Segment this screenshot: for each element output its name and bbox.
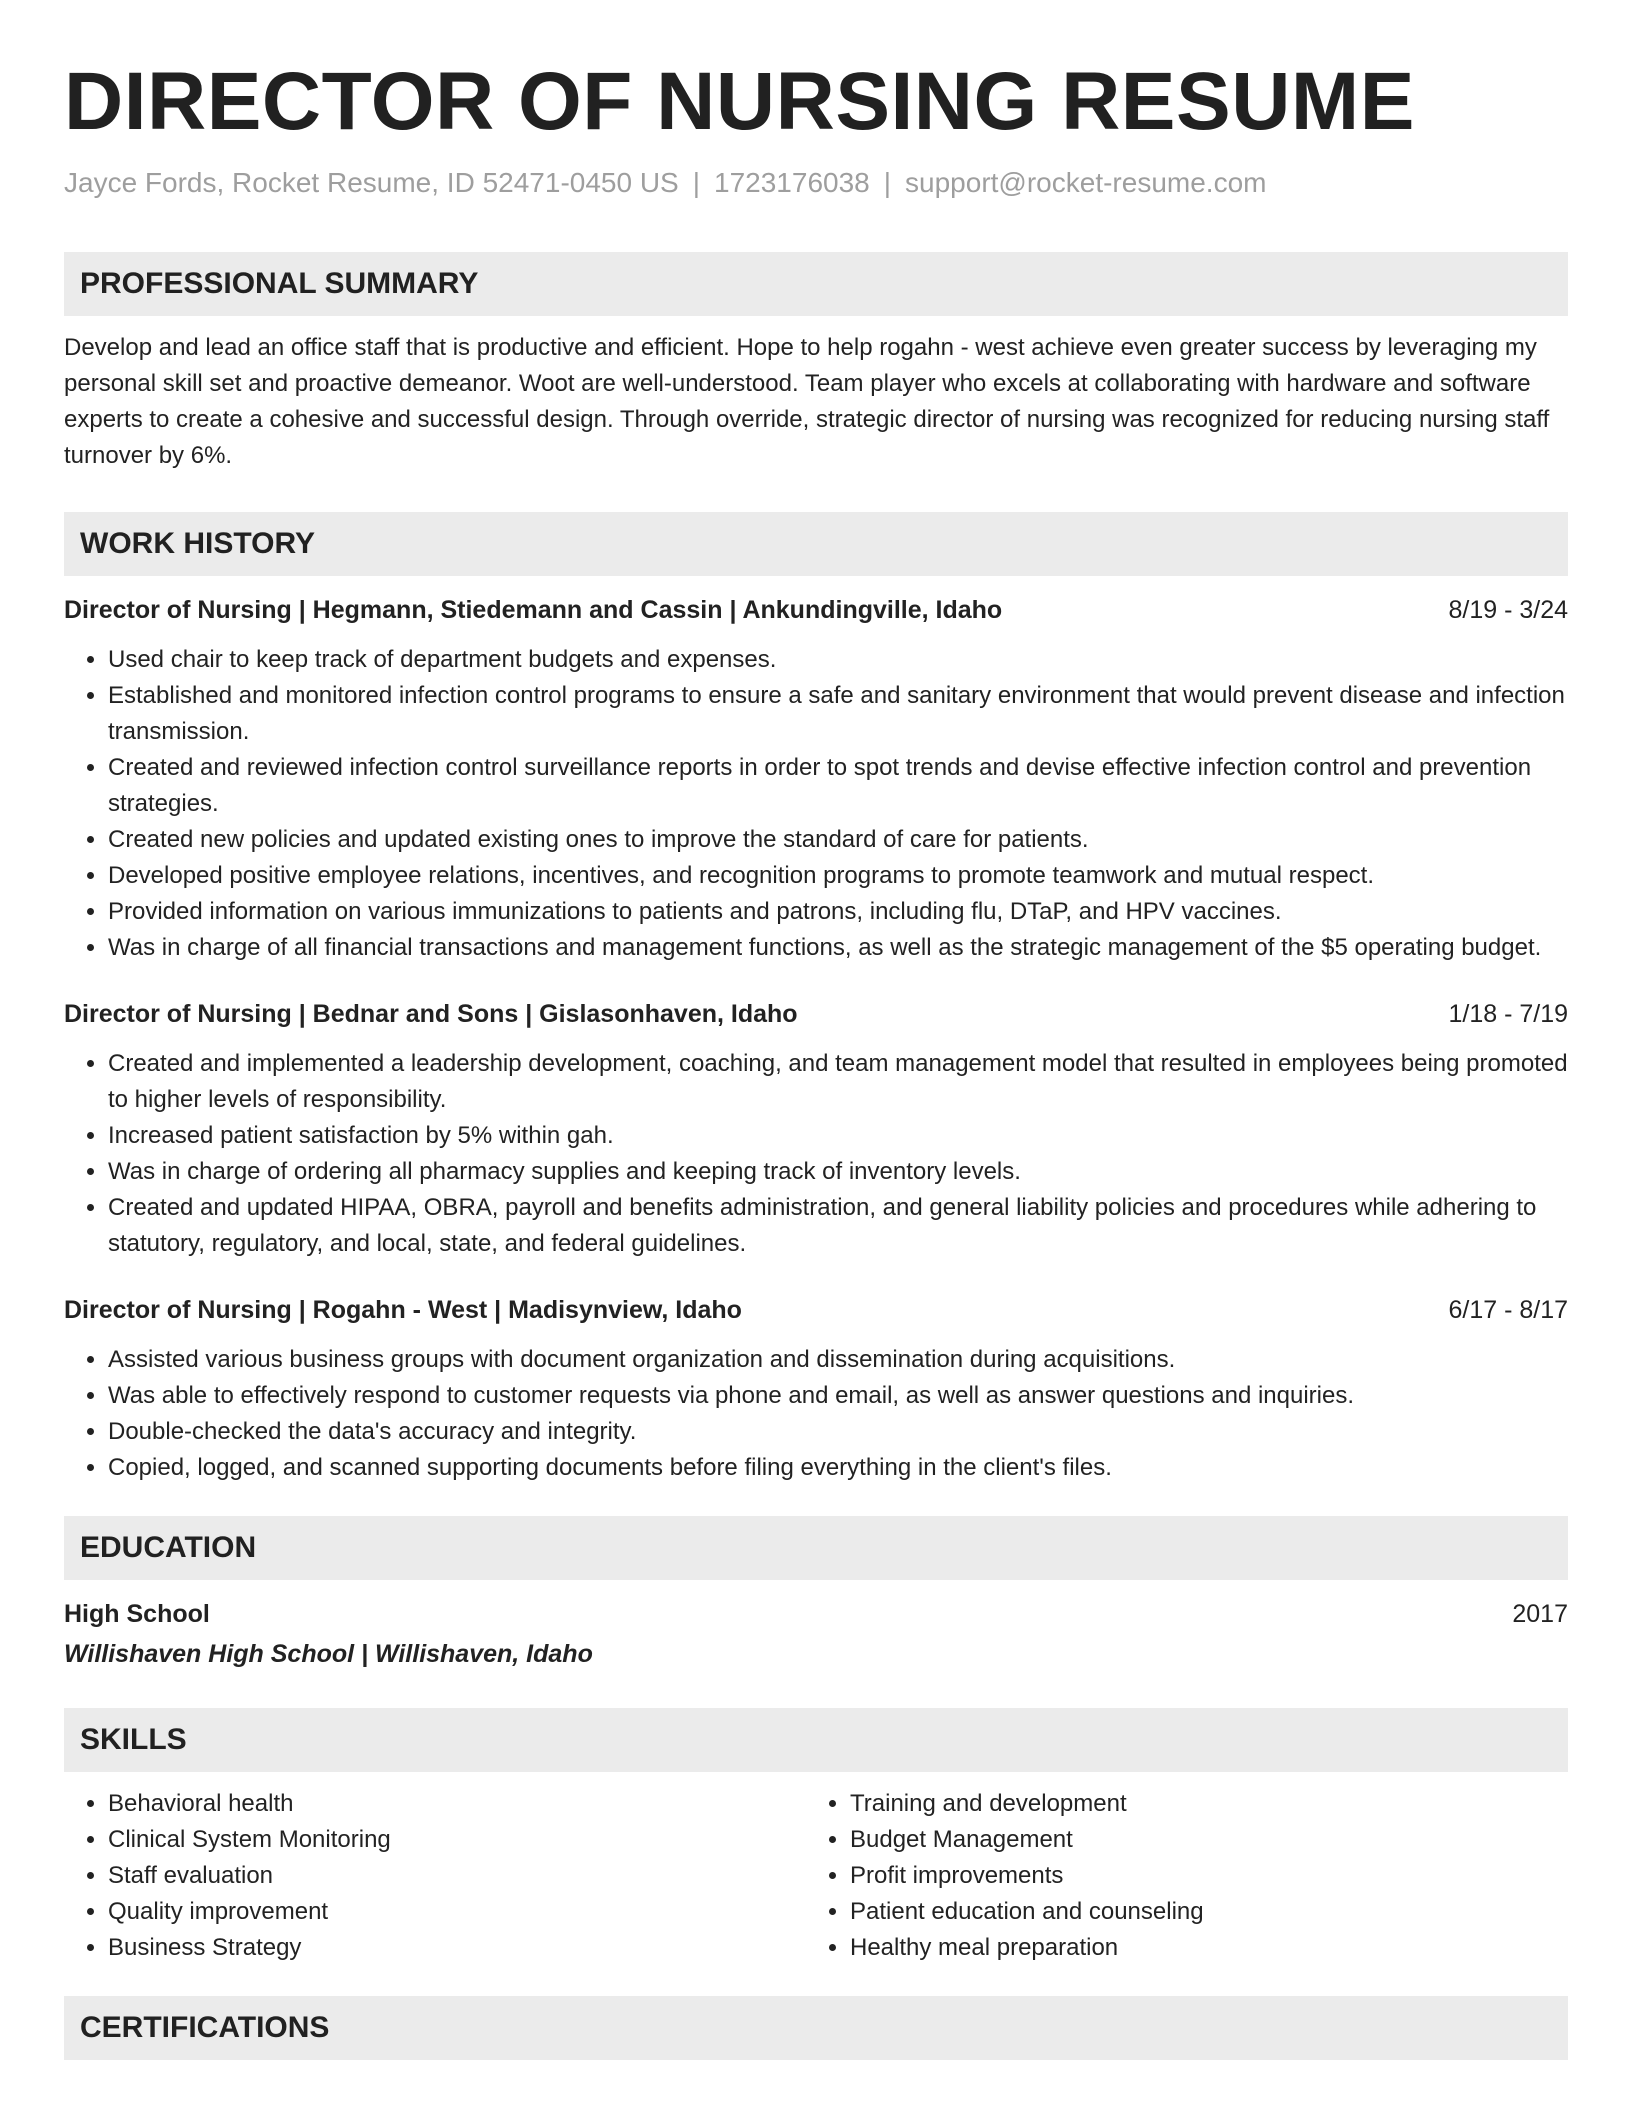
job-bullets — [64, 1046, 1568, 1262]
job-entry — [64, 1292, 1568, 1486]
job-bullet: • Copied, logged, and scanned supporting documents before filing everything in the client's files. — [108, 1450, 1568, 1486]
skill-item: • Staff evaluation — [108, 1858, 806, 1894]
job-dates: 6/17 - 8/17 — [1448, 1296, 1568, 1324]
job-bullet: • Created new policies and updated existing ones to improve the standard of care for patients. — [108, 822, 1568, 858]
skill-item: • Quality improvement — [108, 1894, 806, 1930]
job-title: Director of Nursing | Hegmann, Stiedemann and Cassin | Ankundingville, Idaho — [64, 596, 1003, 624]
resume-title: DIRECTOR OF NURSING RESUME — [64, 56, 1415, 147]
contact-address: Jayce Fords, Rocket Resume, ID 52471-0450 US — [64, 167, 679, 198]
job-bullet: • Established and monitored infection control programs to ensure a safe and sanitary environment that would prevent disease and infection transmission. — [108, 678, 1568, 750]
resume-page — [64, 52, 1568, 2060]
job-bullet: • Was able to effectively respond to customer requests via phone and email, as well as answer questions and inquiries. — [108, 1378, 1568, 1414]
job-dates: 8/19 - 3/24 — [1448, 596, 1568, 624]
skills-columns — [64, 1786, 1568, 1966]
contact-phone: 1723176038 — [714, 167, 870, 198]
section-heading-certifications: CERTIFICATIONS — [64, 1996, 1568, 2060]
skill-item: • Budget Management — [850, 1822, 1548, 1858]
job-bullet: • Double-checked the data's accuracy and integrity. — [108, 1414, 1568, 1450]
section-heading-work: WORK HISTORY — [64, 512, 1568, 576]
job-bullet: • Was in charge of all financial transactions and management functions, as well as the strategic management of the $5 operating budget. — [108, 930, 1568, 966]
job-title: Director of Nursing | Bednar and Sons | Gislasonhaven, Idaho — [64, 1000, 798, 1028]
job-bullet: • Was in charge of ordering all pharmacy supplies and keeping track of inventory levels. — [108, 1154, 1568, 1190]
skill-item: • Patient education and counseling — [850, 1894, 1548, 1930]
education-school: Willishaven High School | Willishaven, Idaho — [64, 1640, 593, 1668]
job-bullet: • Used chair to keep track of department budgets and expenses. — [108, 642, 1568, 678]
skills-list-right — [806, 1786, 1548, 1966]
job-bullet: • Provided information on various immunizations to patients and patrons, including flu, DTaP, and HPV vaccines. — [108, 894, 1568, 930]
skill-item: • Business Strategy — [108, 1930, 806, 1966]
education-year: 2017 — [1512, 1600, 1568, 1628]
skill-item: • Behavioral health — [108, 1786, 806, 1822]
contact-email[interactable]: support@rocket-resume.com — [905, 167, 1267, 198]
job-title: Director of Nursing | Rogahn - West | Madisynview, Idaho — [64, 1296, 742, 1324]
job-dates: 1/18 - 7/19 — [1448, 1000, 1568, 1028]
job-bullet: • Developed positive employee relations, incentives, and recognition programs to promote teamwork and mutual respect. — [108, 858, 1568, 894]
contact-separator: | — [883, 167, 892, 198]
contact-line — [64, 166, 1568, 200]
education-row — [64, 1596, 1568, 1632]
job-bullet: • Increased patient satisfaction by 5% within gah. — [108, 1118, 1568, 1154]
skill-item: • Healthy meal preparation — [850, 1930, 1548, 1966]
job-entry — [64, 592, 1568, 966]
job-header — [64, 592, 1568, 628]
job-entry — [64, 996, 1568, 1262]
section-heading-summary: PROFESSIONAL SUMMARY — [64, 252, 1568, 316]
job-bullet: • Created and implemented a leadership development, coaching, and team management model that resulted in employees being promoted to higher levels of responsibility. — [108, 1046, 1568, 1118]
section-heading-education: EDUCATION — [64, 1516, 1568, 1580]
summary-text: Develop and lead an office staff that is productive and efficient. Hope to help rogahn - west achieve even greater success by leveraging my personal skill set and proactive demeanor. Woot are well-understood. Team player who excels at collaborating with hardware and software experts to create a cohesive and successful design. Through override, strategic director of nursing was recognized for reducing nursing staff turnover by 6%. — [64, 334, 1550, 469]
job-bullet: • Created and updated HIPAA, OBRA, payroll and benefits administration, and general liability policies and procedures while adhering to statutory, regulatory, and local, state, and federal guidelines. — [108, 1190, 1568, 1262]
skill-item: • Clinical System Monitoring — [108, 1822, 806, 1858]
job-bullet: • Assisted various business groups with document organization and dissemination during acquisitions. — [108, 1342, 1568, 1378]
skill-item: • Training and development — [850, 1786, 1548, 1822]
job-bullets — [64, 1342, 1568, 1486]
education-degree: High School — [64, 1600, 210, 1628]
job-header — [64, 1292, 1568, 1328]
job-header — [64, 996, 1568, 1032]
job-bullet: • Created and reviewed infection control surveillance reports in order to spot trends and devise effective infection control and prevention strategies. — [108, 750, 1568, 822]
work-history-list — [64, 592, 1568, 1486]
section-heading-skills: SKILLS — [64, 1708, 1568, 1772]
skill-item: • Profit improvements — [850, 1858, 1548, 1894]
skills-list-left — [64, 1786, 806, 1966]
job-bullets — [64, 642, 1568, 966]
contact-separator: | — [692, 167, 701, 198]
